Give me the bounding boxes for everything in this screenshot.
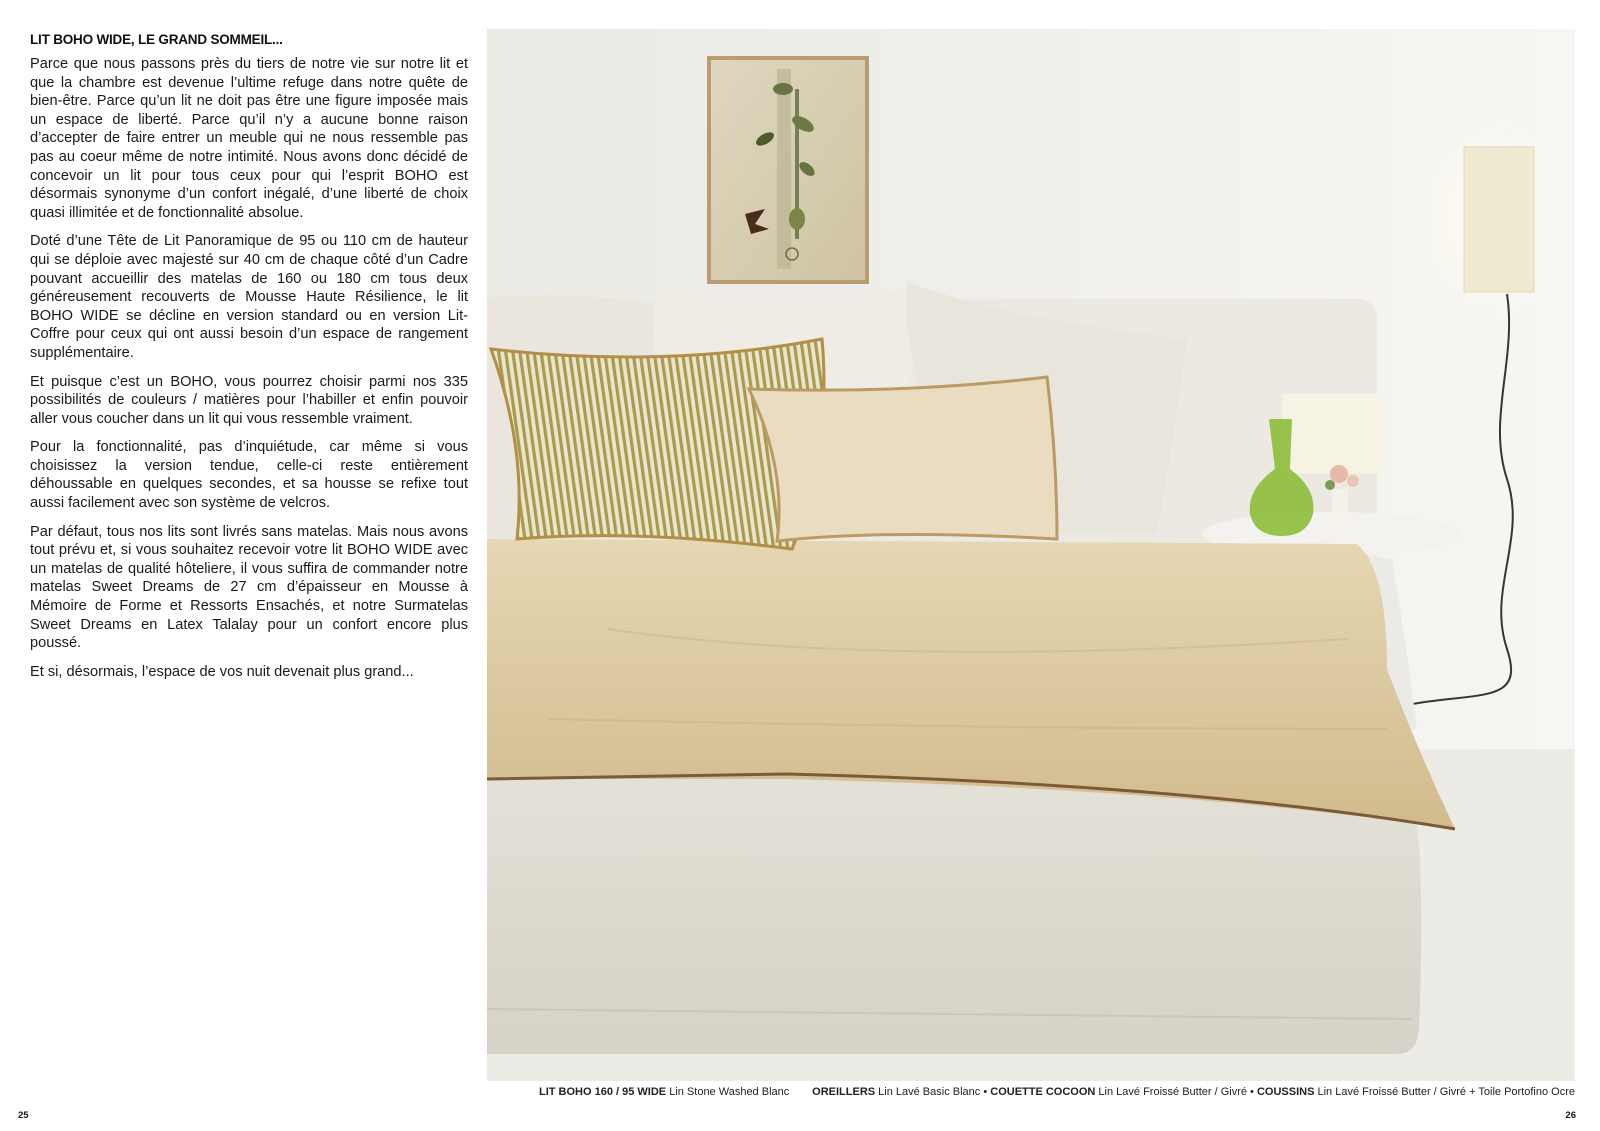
caption-label: COUETTE COCOON xyxy=(990,1086,1096,1098)
article-paragraph: Parce que nous passons près du tiers de notre vie sur notre lit et que la chambre est devenue l’ultime refuge dans notre quête de bien-être. Parce qu’un lit ne doit pas être une figure imposée mais un espace de liberté. Parce qu’il n’y a aucune bonne raison d’accepter de faire entrer un meuble qui ne nous ressemble pas pas au coeur même de notre intimité. Nous avons donc décidé de concevoir un lit pour tous ceux pour qui l’esprit BOHO est désormais synonyme d’un confort inégalé, d’une liberté de choix quasi illimitée et de fonctionnalité absolue. xyxy=(30,56,468,221)
bedroom-photo xyxy=(487,29,1575,1081)
article-paragraph: Pour la fonctionnalité, pas d’inquiétude, car même si vous choisissez la version tendue, celle-ci reste entièrement déhoussable en quelques secondes, et sa housse se refixe tout aussi facilement avec son système de velcros. xyxy=(30,439,468,512)
article xyxy=(30,32,468,691)
caption-label: COUSSINS xyxy=(1256,1086,1315,1098)
caption-text: Lin Lavé Froissé Butter / Givré • xyxy=(1095,1086,1257,1098)
framed-print xyxy=(707,56,869,284)
article-title: LIT BOHO WIDE, LE GRAND SOMMEIL... xyxy=(30,32,283,47)
article-paragraph: Doté d’une Tête de Lit Panoramique de 95 ou 110 cm de hauteur qui se déploie avec majesté sur 40 cm de chaque côté d’un Cadre pouvant accueillir des matelas de 160 ou 180 cm tous deux généreusement recouverts de Mousse Haute Résilience, le lit BOHO WIDE se décline en version standard ou en version Lit-Coffre pour ceux qui ont aussi besoin d’un espace de rangement supplémentaire. xyxy=(30,233,468,361)
page-number-left: 25 xyxy=(18,1110,29,1121)
caption-label: LIT BOHO 160 / 95 WIDE xyxy=(539,1086,667,1098)
caption-text: Lin Stone Washed Blanc xyxy=(666,1086,790,1098)
beige-cushion xyxy=(749,377,1057,541)
caption-label: OREILLERS xyxy=(812,1086,876,1098)
article-paragraph: Et si, désormais, l’espace de vos nuit devenait plus grand... xyxy=(30,663,414,680)
caption-text: Lin Lavé Froissé Butter / Givré + Toile Portofino Ocre xyxy=(1314,1086,1575,1098)
caption-text: Lin Lavé Basic Blanc • xyxy=(875,1086,991,1098)
article-paragraph: Et puisque c’est un BOHO, vous pourrez choisir parmi nos 335 possibilités de couleurs / matières pour l’habiller et enfin pouvoir aller vous coucher dans un lit qui vous ressemble vraiment. xyxy=(30,373,468,427)
page-number-right: 26 xyxy=(1565,1110,1576,1121)
caption-bed xyxy=(539,1086,789,1098)
article-paragraph: Par défaut, tous nos lits sont livrés sans matelas. Mais nous avons tout prévu et, si vous souhaitez recevoir votre lit BOHO WIDE avec un matelas de qualité hôteliere, il vous suffira de commander notre matelas Sweet Dreams de 27 cm d’épaisseur en Mousse à Mémoire de Forme et Ressorts Ensachés, et notre Surmatelas Sweet Dreams en Latex Talalay pour un confort encore plus poussé. xyxy=(30,523,468,652)
bed-base xyxy=(487,769,1421,1054)
caption-textiles xyxy=(812,1086,1575,1098)
